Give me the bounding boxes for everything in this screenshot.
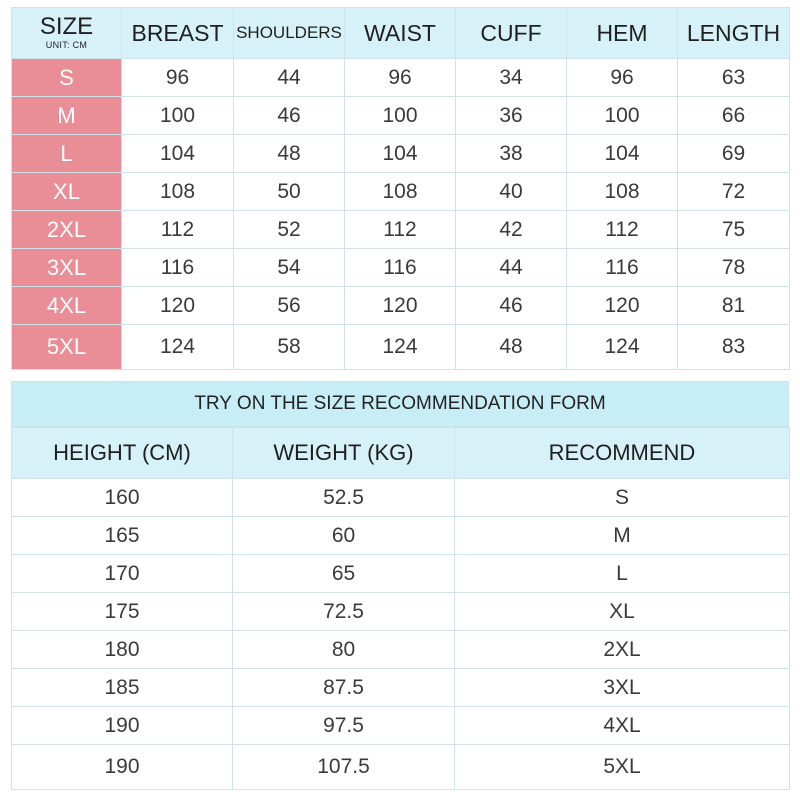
hem-cell: 124 <box>567 325 678 370</box>
recommendation-row <box>12 517 790 555</box>
recommendation-row <box>12 669 790 707</box>
weight-cell: 60 <box>233 517 455 555</box>
waist-cell: 104 <box>345 135 456 173</box>
length-cell: 78 <box>678 249 790 287</box>
size-row <box>12 325 790 370</box>
breast-cell: 96 <box>122 59 234 97</box>
size-row <box>12 287 790 325</box>
height-cell: 160 <box>12 479 233 517</box>
height-cell: 180 <box>12 631 233 669</box>
waist-cell: 96 <box>345 59 456 97</box>
shoulders-cell: 56 <box>234 287 345 325</box>
recommend-cell: 3XL <box>455 669 790 707</box>
waist-cell: 120 <box>345 287 456 325</box>
breast-cell: 108 <box>122 173 234 211</box>
recommend-cell: 2XL <box>455 631 790 669</box>
breast-cell: 104 <box>122 135 234 173</box>
size-chart-table <box>11 7 790 370</box>
height-column-header: HEIGHT (CM) <box>12 428 233 479</box>
size-label: L <box>12 135 122 173</box>
waist-cell: 112 <box>345 211 456 249</box>
hem-column-header: HEM <box>567 8 678 59</box>
height-cell: 165 <box>12 517 233 555</box>
length-cell: 66 <box>678 97 790 135</box>
height-cell: 190 <box>12 745 233 790</box>
breast-cell: 120 <box>122 287 234 325</box>
height-cell: 190 <box>12 707 233 745</box>
cuff-cell: 34 <box>456 59 567 97</box>
length-cell: 72 <box>678 173 790 211</box>
shoulders-column-header: SHOULDERS <box>234 8 345 59</box>
weight-cell: 52.5 <box>233 479 455 517</box>
breast-cell: 100 <box>122 97 234 135</box>
recommendation-row <box>12 631 790 669</box>
weight-column-header: WEIGHT (KG) <box>233 428 455 479</box>
shoulders-cell: 44 <box>234 59 345 97</box>
size-label: XL <box>12 173 122 211</box>
length-cell: 83 <box>678 325 790 370</box>
cuff-cell: 46 <box>456 287 567 325</box>
cuff-column-header: CUFF <box>456 8 567 59</box>
recommendation-table <box>11 427 790 790</box>
length-cell: 63 <box>678 59 790 97</box>
hem-cell: 116 <box>567 249 678 287</box>
recommend-cell: M <box>455 517 790 555</box>
size-row <box>12 135 790 173</box>
recommendation-row <box>12 745 790 790</box>
cuff-cell: 48 <box>456 325 567 370</box>
recommend-cell: 4XL <box>455 707 790 745</box>
weight-cell: 65 <box>233 555 455 593</box>
recommend-cell: L <box>455 555 790 593</box>
recommendation-row <box>12 593 790 631</box>
recommendation-form-title: TRY ON THE SIZE RECOMMENDATION FORM <box>11 381 789 427</box>
waist-cell: 116 <box>345 249 456 287</box>
size-label: M <box>12 97 122 135</box>
length-column-header: LENGTH <box>678 8 790 59</box>
length-cell: 75 <box>678 211 790 249</box>
length-cell: 81 <box>678 287 790 325</box>
size-row <box>12 249 790 287</box>
size-row <box>12 59 790 97</box>
size-header-label: SIZE <box>39 13 94 40</box>
size-chart-header-row <box>12 8 790 59</box>
hem-cell: 108 <box>567 173 678 211</box>
cuff-cell: 38 <box>456 135 567 173</box>
hem-cell: 104 <box>567 135 678 173</box>
waist-column-header: WAIST <box>345 8 456 59</box>
hem-cell: 96 <box>567 59 678 97</box>
shoulders-cell: 52 <box>234 211 345 249</box>
waist-cell: 108 <box>345 173 456 211</box>
size-row <box>12 97 790 135</box>
size-column-header <box>12 8 122 59</box>
size-label: 4XL <box>12 287 122 325</box>
size-row <box>12 211 790 249</box>
breast-cell: 116 <box>122 249 234 287</box>
shoulders-cell: 54 <box>234 249 345 287</box>
recommendation-row <box>12 707 790 745</box>
shoulders-cell: 46 <box>234 97 345 135</box>
weight-cell: 107.5 <box>233 745 455 790</box>
weight-cell: 80 <box>233 631 455 669</box>
hem-cell: 112 <box>567 211 678 249</box>
unit-label: UNIT: CM <box>45 40 88 50</box>
recommendation-header-row <box>12 428 790 479</box>
weight-cell: 97.5 <box>233 707 455 745</box>
recommend-cell: S <box>455 479 790 517</box>
breast-cell: 112 <box>122 211 234 249</box>
recommend-cell: XL <box>455 593 790 631</box>
shoulders-cell: 48 <box>234 135 345 173</box>
weight-cell: 87.5 <box>233 669 455 707</box>
hem-cell: 120 <box>567 287 678 325</box>
cuff-cell: 36 <box>456 97 567 135</box>
breast-cell: 124 <box>122 325 234 370</box>
size-label: 3XL <box>12 249 122 287</box>
size-label: 2XL <box>12 211 122 249</box>
waist-cell: 100 <box>345 97 456 135</box>
waist-cell: 124 <box>345 325 456 370</box>
recommendation-row <box>12 555 790 593</box>
recommendation-row <box>12 479 790 517</box>
size-label: S <box>12 59 122 97</box>
shoulders-cell: 50 <box>234 173 345 211</box>
size-label: 5XL <box>12 325 122 370</box>
hem-cell: 100 <box>567 97 678 135</box>
cuff-cell: 40 <box>456 173 567 211</box>
shoulders-cell: 58 <box>234 325 345 370</box>
height-cell: 170 <box>12 555 233 593</box>
recommend-cell: 5XL <box>455 745 790 790</box>
cuff-cell: 42 <box>456 211 567 249</box>
size-row <box>12 173 790 211</box>
height-cell: 175 <box>12 593 233 631</box>
cuff-cell: 44 <box>456 249 567 287</box>
breast-column-header: BREAST <box>122 8 234 59</box>
height-cell: 185 <box>12 669 233 707</box>
recommend-column-header: RECOMMEND <box>455 428 790 479</box>
length-cell: 69 <box>678 135 790 173</box>
weight-cell: 72.5 <box>233 593 455 631</box>
